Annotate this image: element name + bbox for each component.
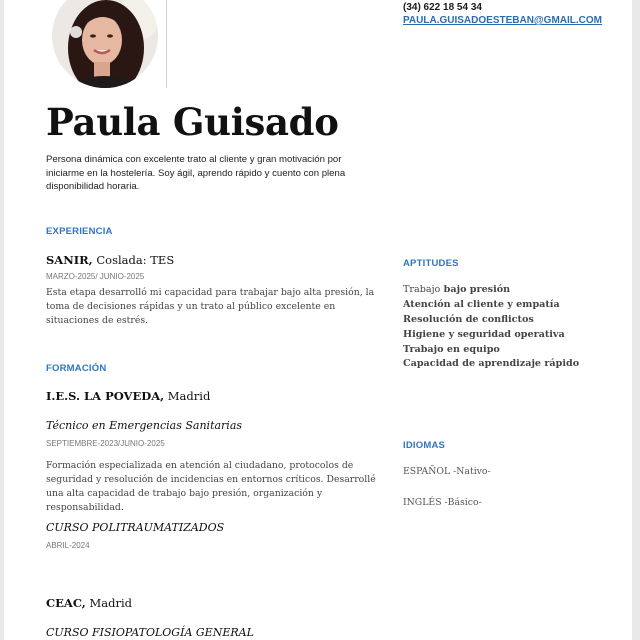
education-org-1 <box>46 389 210 403</box>
education-course-politrauma: CURSO POLITRAUMATIZADOS <box>46 521 225 534</box>
header-divider <box>166 0 167 88</box>
education-heading: FORMACIÓN <box>46 363 107 374</box>
skills-heading: APTITUDES <box>403 258 459 269</box>
education-org-1-place: Madrid <box>164 389 211 403</box>
candidate-name: Paula Guisado <box>46 100 339 144</box>
skill-item: Resolución de conflictos <box>403 314 534 325</box>
skill-item: Trabajo en equipo <box>403 344 500 355</box>
languages-heading: IDIOMAS <box>403 440 446 451</box>
education-course-tes-description: Formación especializada en atención al ciudadano, protocolos de seguridad y resolución de incidencias en entornos críticos. Desarrollé una alta capacidad de trabajo bajo presión, organización y responsabilidad. <box>46 460 376 513</box>
experience-org <box>46 253 174 267</box>
education-org-1-name: I.E.S. LA POVEDA, <box>46 389 165 403</box>
experience-heading: EXPERIENCIA <box>46 226 113 237</box>
skill-item-rest: bajo presión <box>440 284 511 295</box>
education-org-2-name: CEAC, <box>46 596 86 610</box>
skill-item: Capacidad de aprendizaje rápido <box>403 358 580 369</box>
language-item: ESPAÑOL -Nativo- <box>403 466 491 477</box>
experience-org-name: SANIR, <box>46 253 93 267</box>
experience-description: Esta etapa desarrolló mi capacidad para trabajar bajo alta presión, la toma de decisiones rápidas y un trato al público excelente en situaciones de estrés. <box>46 287 375 326</box>
skill-item <box>403 284 510 295</box>
skill-item-prefix: Trabajo <box>403 284 441 295</box>
education-course-tes: Técnico en Emergencias Sanitarias <box>46 419 243 432</box>
skill-item: Higiene y seguridad operativa <box>403 329 565 340</box>
skill-item: Atención al cliente y empatía <box>403 299 560 310</box>
education-course-fisiopatologia: CURSO FISIOPATOLOGÍA GENERAL <box>46 626 254 639</box>
education-course-tes-date: SEPTIEMBRE-2023/JUNIO-2025 <box>46 439 165 448</box>
email-link[interactable]: PAULA.GUISADOESTEBAN@GMAIL.COM <box>403 15 603 26</box>
language-item: INGLÉS -Básico- <box>403 497 482 508</box>
experience-org-place: Coslada: TES <box>92 253 175 267</box>
education-org-2-place: Madrid <box>85 596 132 610</box>
education-course-politrauma-date: ABRIL-2024 <box>46 541 90 550</box>
phone-number: (34) 622 18 54 34 <box>403 2 482 13</box>
profile-photo-image <box>52 0 158 88</box>
resume-page <box>4 0 632 640</box>
profile-photo <box>52 0 158 88</box>
experience-date: MARZO-2025/ JUNIO-2025 <box>46 272 145 281</box>
profile-summary: Persona dinámica con excelente trato al cliente y gran motivación por iniciarme en la hostelería. Soy ágil, aprendo rápido y cuento con plena disponibilidad horaria. <box>46 154 346 192</box>
education-org-2 <box>46 596 132 610</box>
